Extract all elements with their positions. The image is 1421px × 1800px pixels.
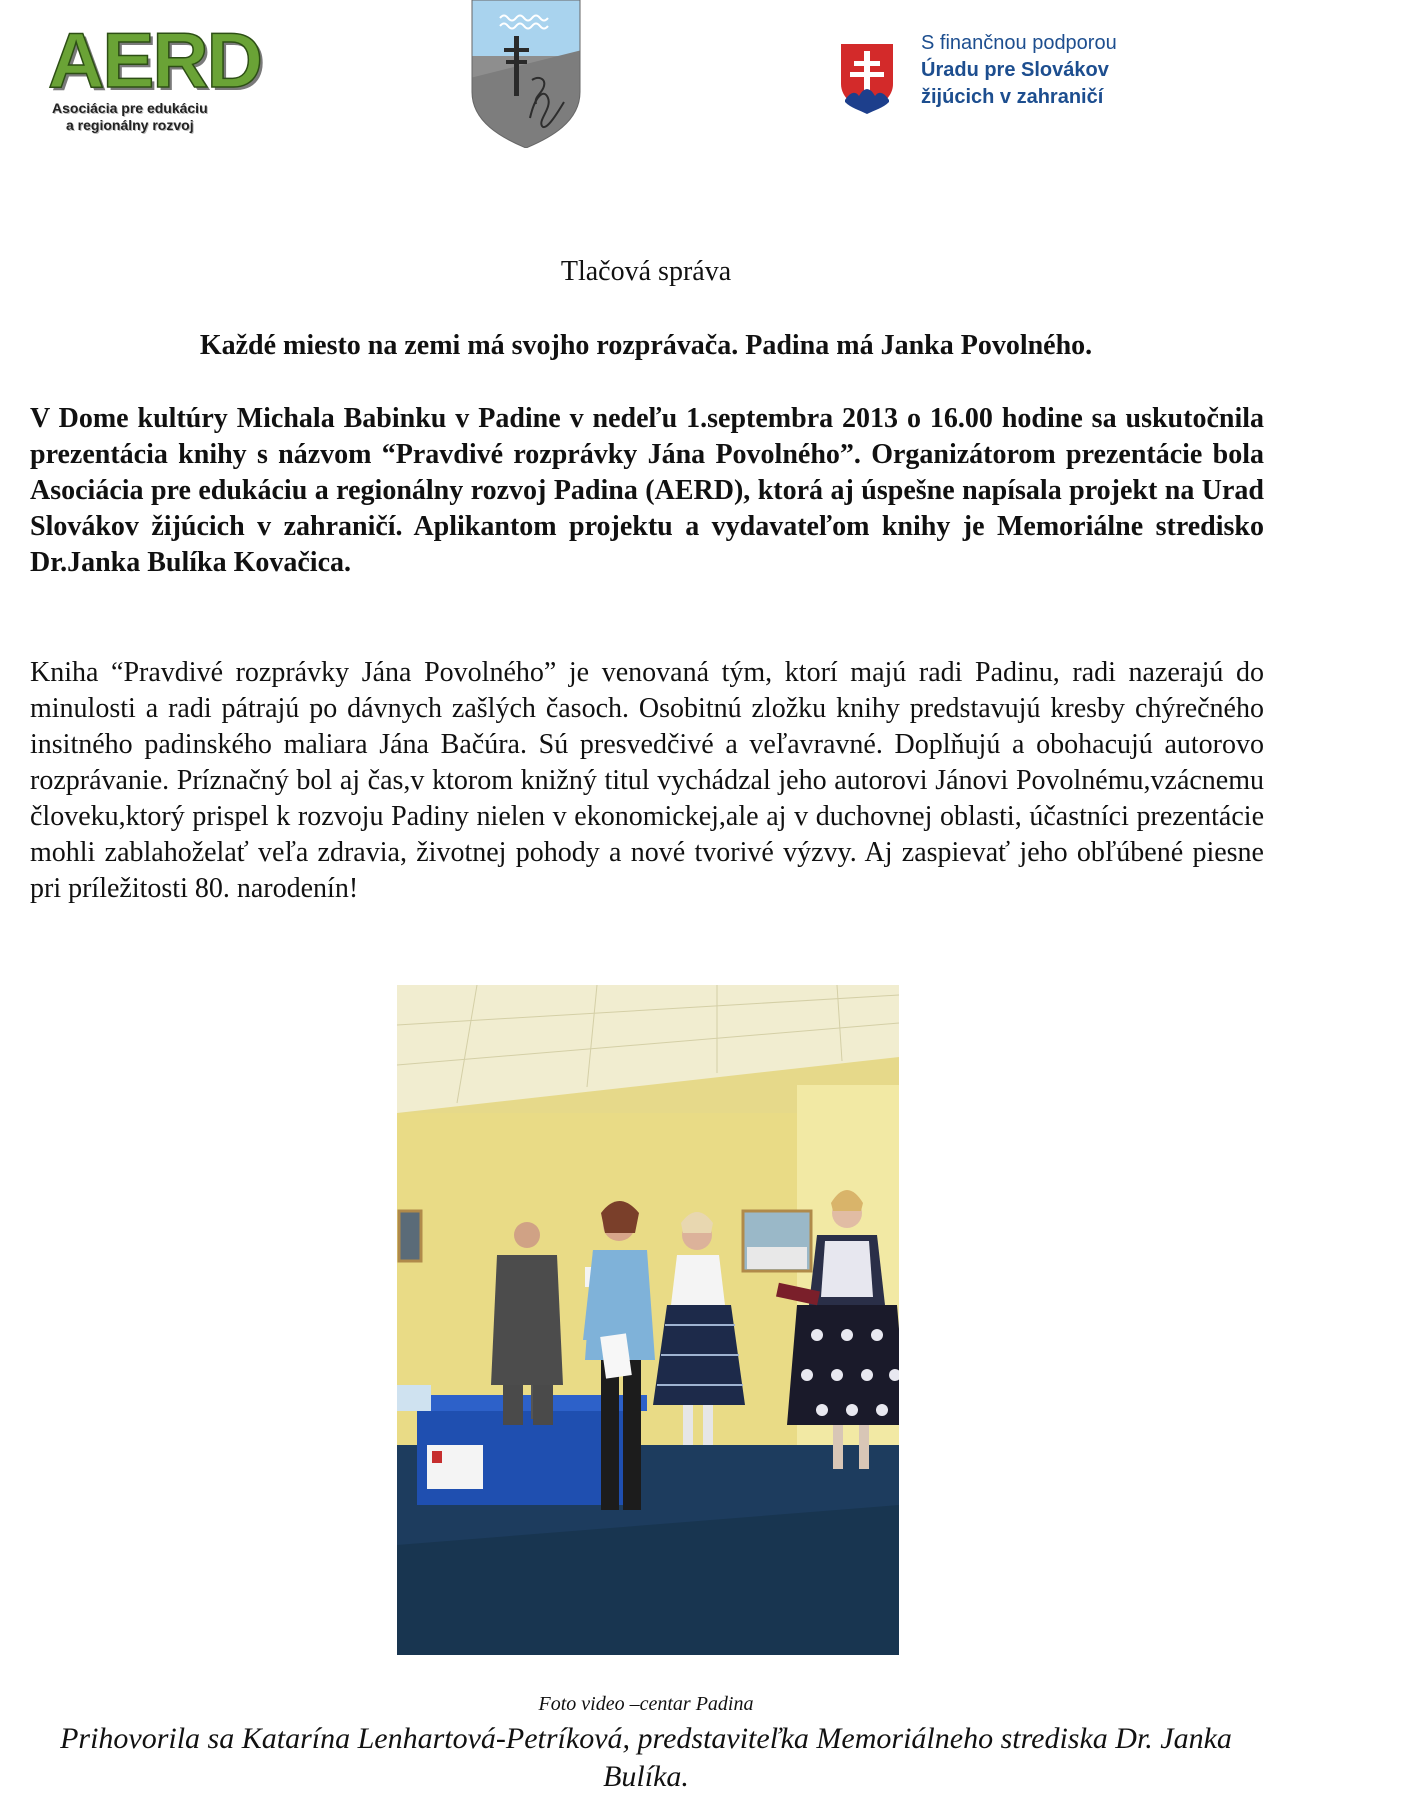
document-type: Tlačová správa (560, 256, 732, 287)
office-support-text (921, 30, 1117, 111)
aerd-logo-acronym: AERD (48, 16, 262, 104)
headline: Každé miesto na zemi má svojho rozprávača. Padina má Janka Povolného. (199, 330, 1093, 361)
paragraph-1: V Dome kultúry Michala Babinku v Padine v nedeľu 1.septembra 2013 o 16.00 hodine sa uskutočnila prezentácia knihy s názvom “Pravdivé rozprávky Jána Povolného”. Organizátorom prezentácie bola Asociácia pre edukáciu a regionálny rozvoj Padina (AERD), ktorá aj úspešne napísala projekt na Urad Slovákov žijúcich v zahraničí. Aplikantom projektu a vydavateľom knihy je Memoriálne stredisko Dr.Janka Bulíka Kovačica. (30, 403, 1264, 578)
office-support-line1: S finančnou podporou (921, 32, 1117, 54)
padina-coat-of-arms-icon (470, 0, 582, 148)
slovak-coat-of-arms-icon (833, 36, 901, 120)
aerd-logo (48, 16, 262, 145)
photo-credit: Foto video –centar Padina (538, 1693, 754, 1715)
aerd-logo-tagline-line1: Asociácia pre edukáciu (52, 100, 208, 116)
paragraph-2: Kniha “Pravdivé rozprávky Jána Povolného” je venovaná tým, ktorí majú radi Padinu, radi nazerajú do minulosti a radi pátrajú po dávnych zašlých časoch. Osobitnú zložku knihy predstavujú kresby chýrečného insitného padinského maliara Jána Bačúra. Sú presvedčivé a veľavravné. Doplňujú a obohacujú autorovo rozprávanie. Príznačný bol aj čas,v ktorom knižný titul vychádzal jeho autorovi Jánovi Povolnému,vzácnemu človeku,ktorý prispel k rozvoju Padiny nielen v ekonomickej,ale aj v duchovnej oblasti, účastníci prezentácie mohli zablahoželať veľa zdravia, životnej pohody a nové tvorivé výzvy. Aj zaspievať jeho obľúbené piesne pri príležitosti 80. narodenín! (30, 657, 1264, 904)
office-support-line3: žijúcich v zahraničí (921, 86, 1104, 108)
aerd-logo-tagline-line2: a regionálny rozvoj (66, 117, 194, 133)
office-support-line2: Úradu pre Slovákov (921, 59, 1109, 81)
photo-caption: Prihovorila sa Katarína Lenhartová-Petríková, predstaviteľka Memoriálneho strediska Dr. Janka Bulíka. (60, 1722, 1232, 1793)
presentation-photo (397, 985, 899, 1655)
